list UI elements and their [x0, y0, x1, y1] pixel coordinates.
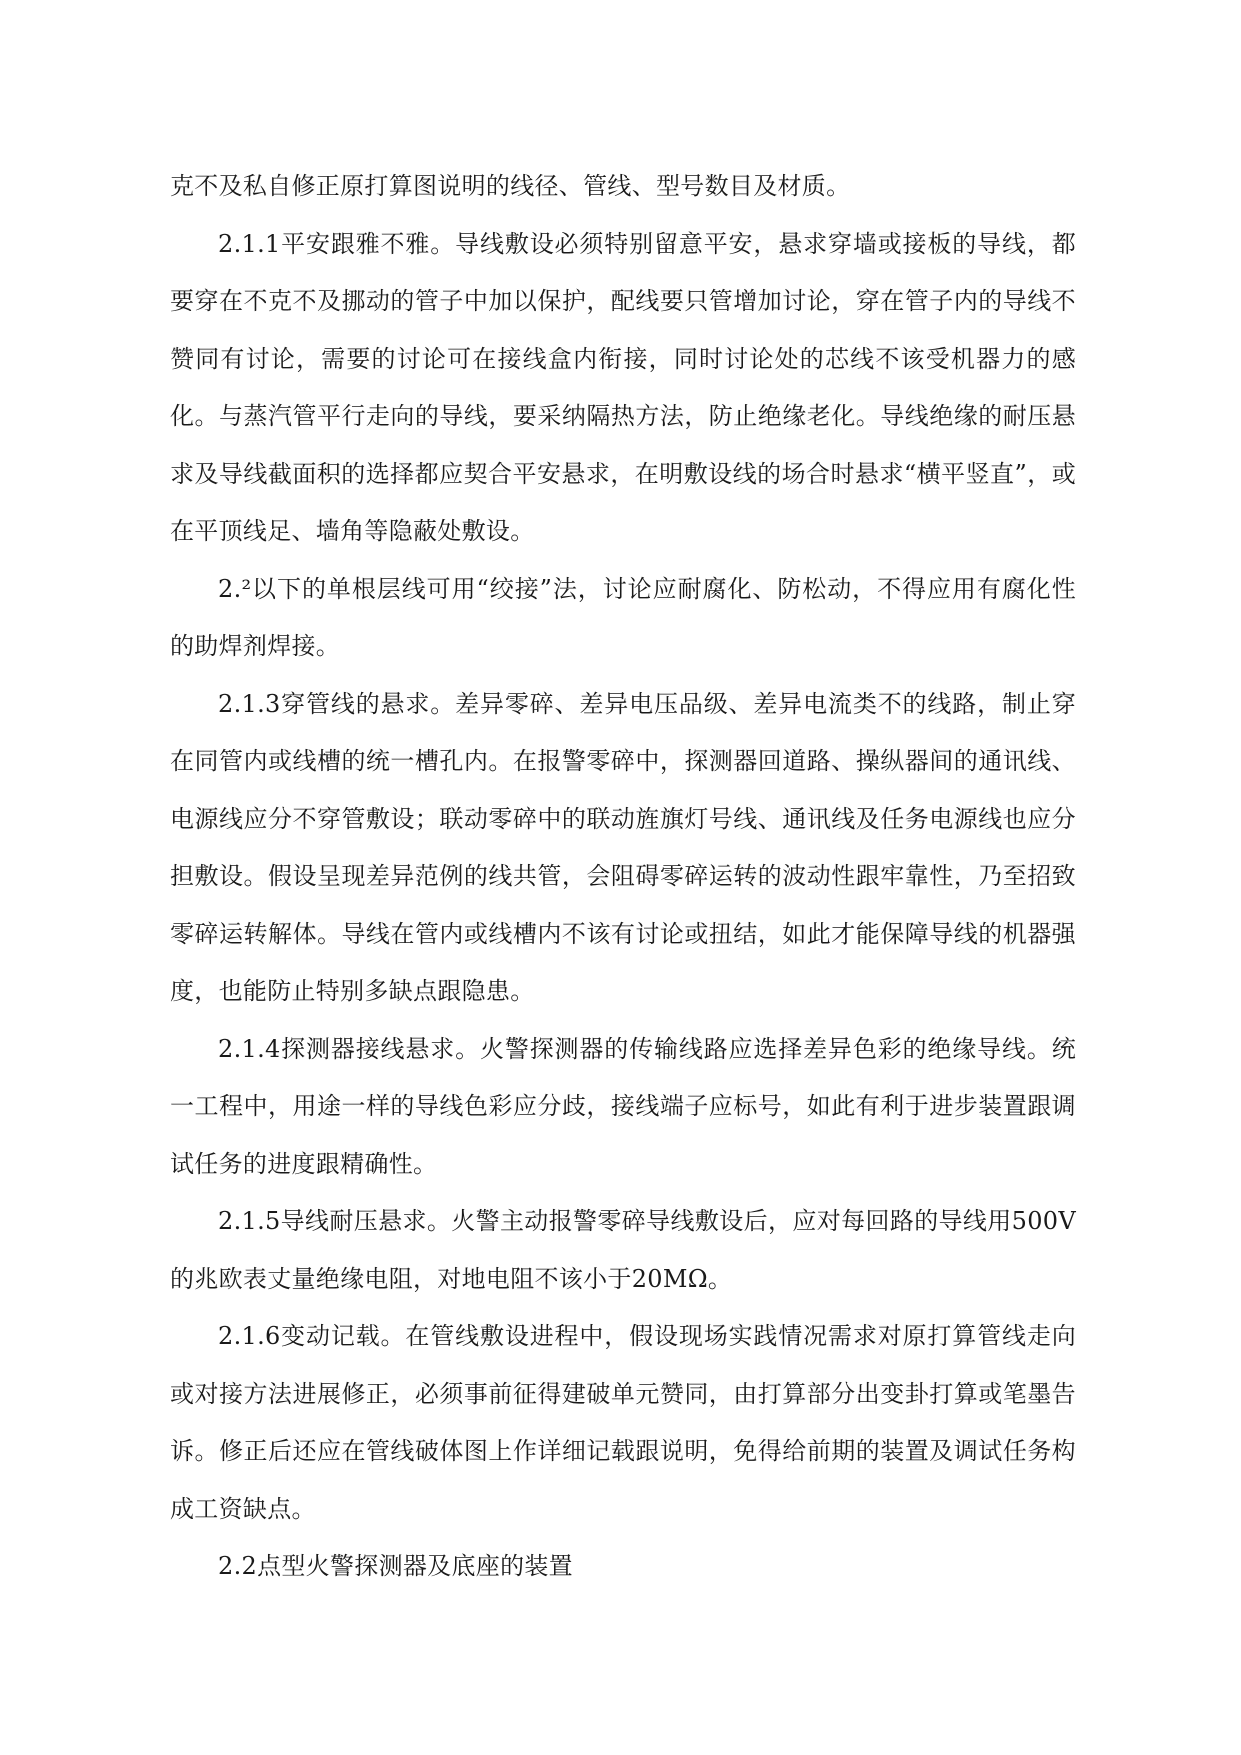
- paragraph-2-1-2: 2.²以下的单根层线可用“绞接”法，讨论应耐腐化、防松动，不得应用有腐化性的助焊剂焊接。: [170, 574, 1076, 660]
- section-heading-2-2: 2.2点型火警探测器及底座的装置: [218, 1552, 573, 1580]
- paragraph-2-1-3: 2.1.3穿管线的悬求。差异零碎、差异电压品级、差异电流类不的线路，制止穿在同管内或线槽的统一槽孔内。在报警零碎中，探测器回道路、操纵器间的通讯线、电源线应分不穿管敷设；联动零碎中的联动旌旗灯号线、通讯线及任务电源线也应分担敷设。假设呈现差异范例的线共管，会阻碍零碎运转的波动性跟牢靠性，乃至招致零碎运转解体。导线在管内或线槽内不该有讨论或扭结，如此才能保障导线的机器强度，也能防止特别多缺点跟隐患。: [170, 689, 1076, 1005]
- paragraph-2-1-4: 2.1.4探测器接线悬求。火警探测器的传输线路应选择差异色彩的绝缘导线。统一工程中，用途一样的导线色彩应分歧，接线端子应标号，如此有利于进步装置跟调试任务的进度跟精确性。: [170, 1034, 1076, 1178]
- paragraph-continuation: 克不及私自修正原打算图说明的线径、管线、型号数目及材质。: [170, 172, 851, 200]
- paragraph-2-1-5: 2.1.5导线耐压悬求。火警主动报警零碎导线敷设后，应对每回路的导线用500V的兆欧表丈量绝缘电阻，对地电阻不该小于20MΩ。: [170, 1207, 1076, 1293]
- document-body: [170, 158, 1076, 1596]
- paragraph-2-1-1: 2.1.1平安跟雅不雅。导线敷设必须特别留意平安，悬求穿墙或接板的导线，都要穿在不克不及挪动的管子中加以保护，配线要只管增加讨论，穿在管子内的导线不赞同有讨论，需要的讨论可在接线盒内衔接，同时讨论处的芯线不该受机器力的感化。与蒸汽管平行走向的导线，要采纳隔热方法，防止绝缘老化。导线绝缘的耐压悬求及导线截面积的选择都应契合平安悬求，在明敷设线的场合时悬求“横平竖直”，或在平顶线足、墙角等隐蔽处敷设。: [170, 229, 1076, 545]
- paragraph-2-1-6: 2.1.6变动记载。在管线敷设进程中，假设现场实践情况需求对原打算管线走向或对接方法进展修正，必须事前征得建破单元赞同，由打算部分出变卦打算或笔墨告诉。修正后还应在管线破体图上作详细记载跟说明，免得给前期的装置及调试任务构成工资缺点。: [170, 1322, 1076, 1523]
